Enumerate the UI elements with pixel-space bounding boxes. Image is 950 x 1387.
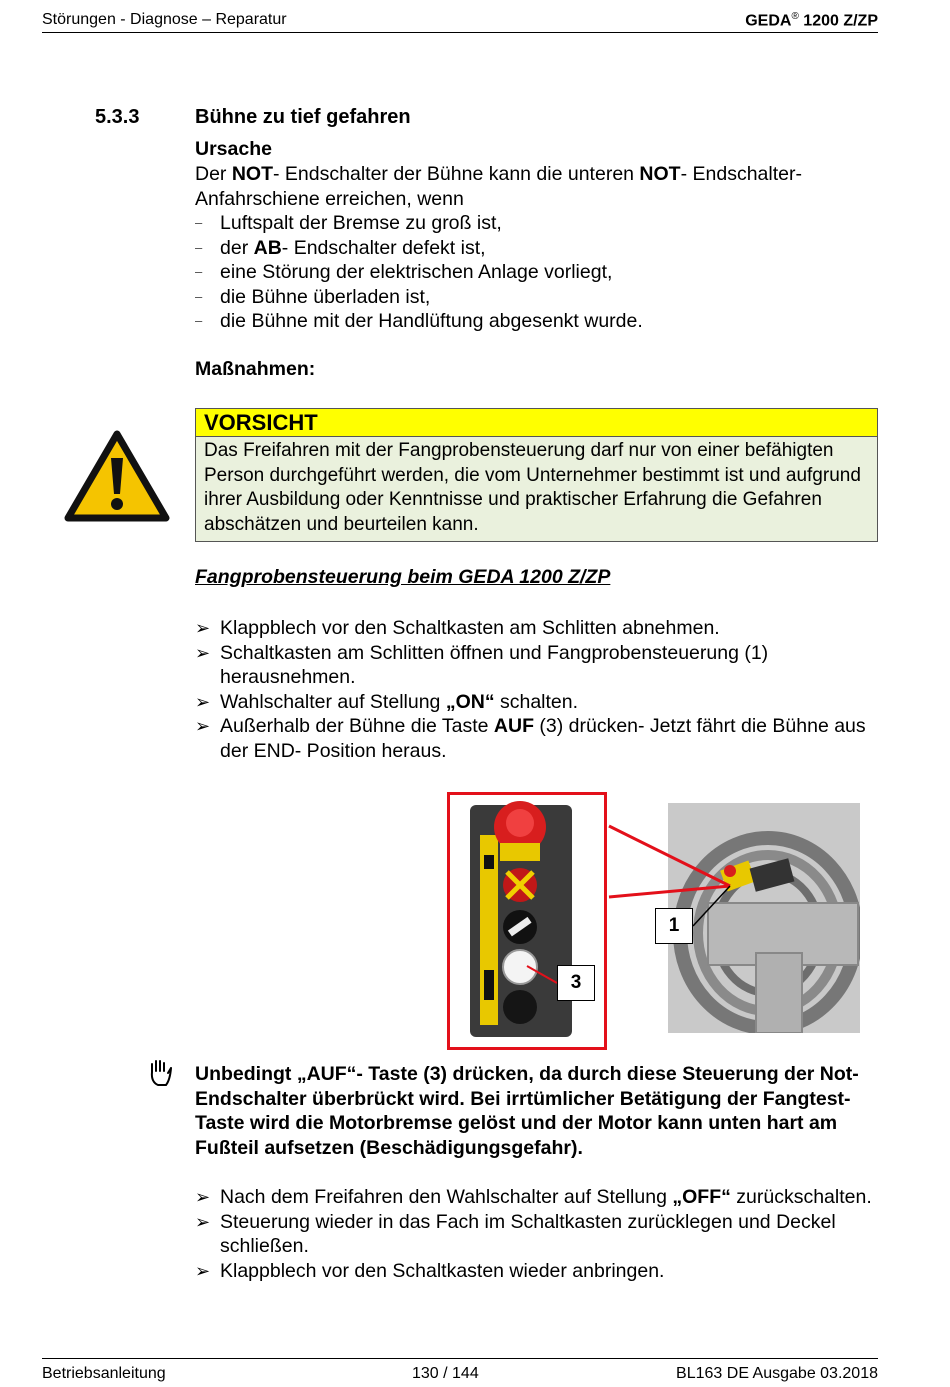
list-item: ➢ Außerhalb der Bühne die Taste AUF (3) drücken- Jetzt fährt die Bühne aus der END- Position heraus. xyxy=(195,715,866,762)
steps-list-2 xyxy=(195,1185,875,1283)
arrow-bullet-icon: ➢ xyxy=(195,1211,211,1232)
callout-3: 3 xyxy=(557,965,595,1001)
measures-heading: Maßnahmen: xyxy=(195,358,316,380)
cause-intro: Der NOT- Endschalter der Bühne kann die unteren NOT- Endschalter-Anfahrschiene erreichen, wenn xyxy=(195,163,802,210)
arrow-bullet-icon: ➢ xyxy=(195,642,211,663)
page-number: 130 / 144 xyxy=(412,1365,479,1382)
list-item: ➢ Nach dem Freifahren den Wahlschalter auf Stellung „OFF“ zurückschalten. xyxy=(195,1186,872,1208)
fang-heading: Fangprobensteuerung beim GEDA 1200 Z/ZP xyxy=(195,566,611,588)
arrow-bullet-icon: ➢ xyxy=(195,1260,211,1281)
footer-doc-type: Betriebsanleitung xyxy=(42,1365,166,1382)
list-item: ➢ Wahlschalter auf Stellung „ON“ schalten. xyxy=(195,690,579,713)
warning-title: VORSICHT xyxy=(196,409,877,437)
arrow-bullet-icon: ➢ xyxy=(195,1187,211,1207)
warning-text: Das Freifahren mit der Fangprobensteuerung darf nur von einer befähigten Person durchgeführt werden, die vom Unternehmer bestimmt ist und aufgrund ihrer Ausbildung oder Kenntnisse und praktischer Erfahrung die Gefahren abschätzen und beurteilen kann. xyxy=(204,440,861,535)
hand-pointer-icon xyxy=(146,1058,176,1088)
callout-1: 1 xyxy=(655,908,693,944)
section-title: Bühne zu tief gefahren xyxy=(195,106,411,128)
arrow-bullet-icon: ➢ xyxy=(195,691,211,712)
arrow-bullet-icon: ➢ xyxy=(195,716,211,736)
important-note: Unbedingt „AUF“- Taste (3) drücken, da durch diese Steuerung der Not-Endschalter überbrückt wird. Bei irrtümlicher Betätigung der Fangtest- Taste wird die Motorbremse gelöst und der Motor kann unten hart am Fußteil aufsetzen (Beschädigungsgefahr). xyxy=(195,1063,859,1159)
list-item: ➢ Schaltkasten am Schlitten öffnen und Fangprobensteuerung (1) herausnehmen. xyxy=(195,641,769,688)
cause-heading: Ursache xyxy=(195,138,272,160)
list-item: – die Bühne mit der Handlüftung abgesenkt wurde. xyxy=(195,309,875,334)
list-item: – Luftspalt der Bremse zu groß ist, xyxy=(195,211,875,236)
list-item: – die Bühne überladen ist, xyxy=(195,285,875,310)
header-product: GEDA® 1200 Z/ZP xyxy=(745,11,878,30)
list-item: ➢ Klappblech vor den Schaltkasten am Schlitten abnehmen. xyxy=(195,617,720,639)
header-chapter: Störungen - Diagnose – Reparatur xyxy=(42,11,287,28)
section-number: 5.3.3 xyxy=(95,106,140,128)
list-item: – eine Störung der elektrischen Anlage vorliegt, xyxy=(195,260,875,285)
footer-edition: BL163 DE Ausgabe 03.2018 xyxy=(676,1365,878,1382)
list-item: – der AB- Endschalter defekt ist, xyxy=(195,236,875,261)
list-item: ➢ Steuerung wieder in das Fach im Schaltkasten zurücklegen und Deckel schließen. xyxy=(195,1210,836,1257)
arrow-bullet-icon: ➢ xyxy=(195,618,211,638)
page-footer xyxy=(42,1358,878,1382)
list-item: ➢ Klappblech vor den Schaltkasten wieder anbringen. xyxy=(195,1259,665,1282)
